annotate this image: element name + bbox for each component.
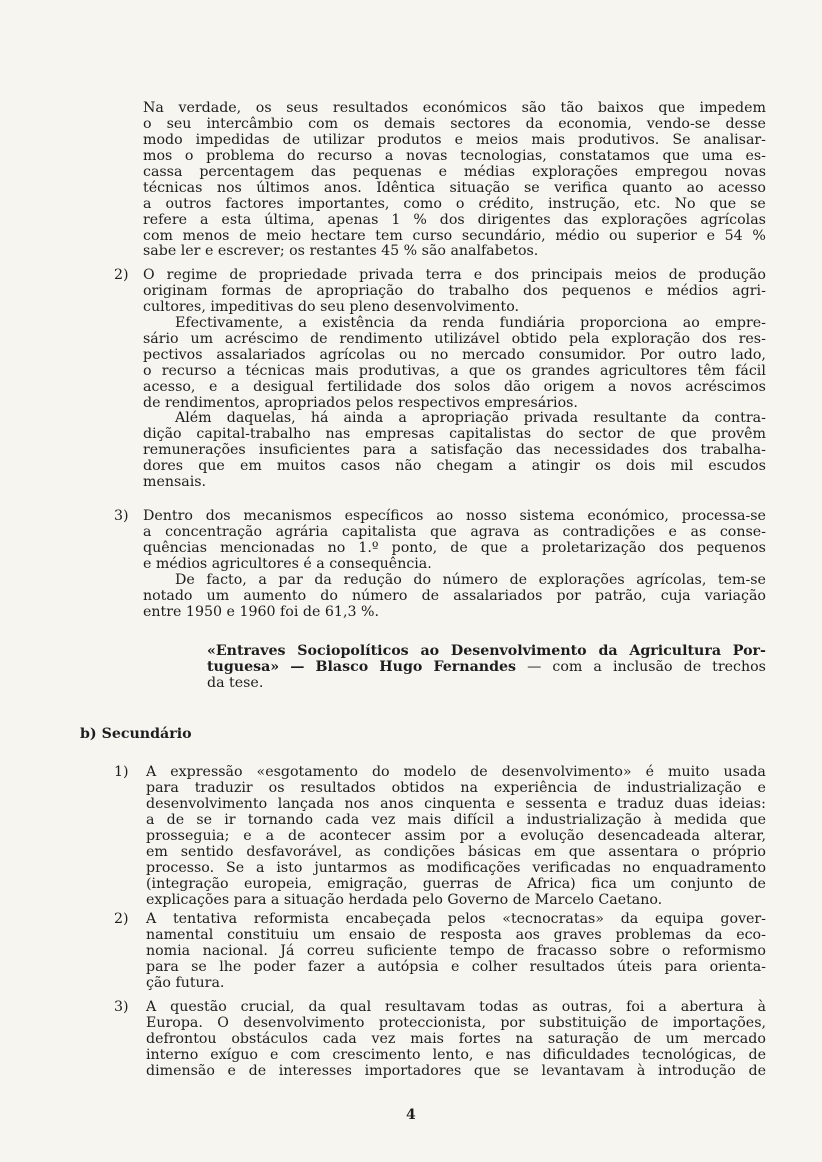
text-line: entre 1950 e 1960 foi de 61,3 %. (143, 603, 379, 620)
text-line: Europa. O desenvolvimento proteccionista, por substituição de importações, (146, 1014, 766, 1031)
sec-item-1-paragraph (146, 765, 766, 908)
sec-item-1-number: 1) (114, 764, 129, 780)
citation-line-2: tuguesa» — Blasco Hugo Fernandes — com a inclusão de trechos (207, 658, 766, 675)
text-line: técnicas nos últimos anos. Idêntica situação se verifica quanto ao acesso (143, 179, 766, 196)
text-line: notado um aumento do número de assalariados por patrão, cuja variação (143, 587, 766, 604)
text-line: pectivos assalariados agrícolas ou no mercado consumidor. Por outro lado, (143, 346, 766, 363)
text-line: Na verdade, os seus resultados económicos são tão baixos que impedem (143, 100, 766, 116)
text-line: sabe ler e escrever; os restantes 45 % são analfabetos. (143, 243, 539, 260)
text-line: namental constituiu um ensaio de resposta aos graves problemas da eco- (146, 926, 766, 943)
text-line: Efectivamente, a existência da renda fundiária proporciona ao empre- (175, 314, 766, 331)
text-line: A expressão «esgotamento do modelo de desenvolvimento» é muito usada (146, 764, 766, 780)
text-line: desenvolvimento lançada nos anos cinquenta e sessenta e traduz duas ideias: (146, 795, 766, 812)
text-line: acesso, e a desigual fertilidade dos solos dão origem a novos acréscimos (143, 378, 766, 395)
sec-item-3-number: 3) (114, 999, 129, 1015)
text-line: O regime de propriedade privada terra e dos principais meios de produção (143, 267, 766, 283)
text-line: cassa percentagem das pequenas e médias explorações empregou novas (143, 163, 766, 180)
text-line: a outros factores importantes, como o crédito, instrução, etc. No que se (143, 195, 766, 212)
text-line: De facto, a par da redução do número de explorações agrícolas, tem-se (175, 571, 766, 588)
text-line: a de se ir tornando cada vez mais difícil a industrialização à medida que (146, 811, 766, 828)
text-line: defrontou obstáculos cada vez mais fortes na saturação de um mercado (146, 1030, 766, 1047)
text-line: o seu intercâmbio com os demais sectores da economia, vendo-se desse (143, 115, 766, 132)
text-line: A tentativa reformista encabeçada pelos «tecnocratas» da equipa gover- (146, 911, 766, 927)
item-3-number: 3) (114, 508, 129, 524)
text-line: originam formas de apropriação do trabalho dos pequenos e médios agri- (143, 282, 766, 299)
text-line: e médios agricultores é a consequência. (143, 555, 432, 572)
text-line: em sentido desfavorável, as condições básicas em que assentara o próprio (146, 843, 766, 860)
item-2-paragraph (143, 268, 766, 491)
text-line: cultores, impeditivas do seu pleno desenvolvimento. (143, 298, 520, 315)
text-line: Dentro dos mecanismos específicos ao nosso sistema económico, processa-se (143, 508, 766, 524)
text-line: processo. Se a isto juntarmos as modificações verificadas no enquadramento (146, 859, 766, 876)
sec-item-2-number: 2) (114, 911, 129, 927)
intro-paragraph (143, 101, 766, 260)
text-line: dimensão e de interesses importadores que se levantavam à introdução de (146, 1062, 766, 1079)
text-line: refere a esta última, apenas 1 % dos dirigentes das explorações agrícolas (143, 211, 766, 228)
text-line: mos o problema do recurso a novas tecnologias, constatamos que uma es- (143, 147, 766, 164)
text-line: de rendimentos, apropriados pelos respectivos empresários. (143, 394, 578, 411)
text-line: a concentração agrária capitalista que agrava as contradições e as conse- (143, 523, 766, 540)
text-line: (integração europeia, emigração, guerras de Africa) fica um conjunto de (146, 875, 766, 892)
text-line: Além daquelas, há ainda a apropriação privada resultante da contra- (175, 410, 766, 427)
text-line: sário um acréscimo de rendimento utilizável obtido pela exploração dos res- (143, 330, 766, 347)
text-line: o recurso a técnicas mais produtivas, a que os grandes agricultores têm fácil (143, 362, 766, 379)
citation (207, 644, 766, 692)
sec-item-3-paragraph (146, 1000, 766, 1080)
citation-line-1: «Entraves Sociopolíticos ao Desenvolvimento da Agricultura Por- (207, 643, 766, 659)
text-line: A questão crucial, da qual resultavam todas as outras, foi a abertura à (146, 999, 766, 1015)
text-line: para traduzir os resultados obtidos na experiência de industrialização e (146, 779, 766, 796)
text-line: explicações para a situação herdada pelo Governo de Marcelo Caetano. (146, 891, 663, 908)
text-line: quências mencionadas no 1.º ponto, de que a proletarização dos pequenos (143, 539, 766, 556)
section-heading: b) Secundário (80, 726, 192, 742)
text-line: mensais. (143, 474, 207, 491)
text-line: modo impedidas de utilizar produtos e meios mais produtivos. Se analisar- (143, 131, 766, 148)
text-line: dores que em muitos casos não chegam a atingir os dois mil escudos (143, 458, 766, 475)
text-line: nomia nacional. Já correu suficiente tempo de fracasso sobre o reformismo (146, 942, 766, 959)
text-line: ção futura. (146, 974, 225, 991)
text-line: remunerações insuficientes para a satisfação das necessidades dos trabalha- (143, 442, 766, 459)
sec-item-2-paragraph (146, 912, 766, 992)
page-number: 4 (406, 1107, 416, 1123)
item-2-number: 2) (114, 267, 129, 283)
citation-line-3: da tese. (207, 674, 264, 691)
text-line: dição capital-trabalho nas empresas capitalistas do sector de que provêm (143, 426, 766, 443)
text-line: interno exíguo e com crescimento lento, e nas dificuldades tecnológicas, de (146, 1046, 766, 1063)
item-3-paragraph (143, 509, 766, 621)
text-line: com menos de meio hectare tem curso secundário, médio ou superior e 54 % (143, 227, 766, 244)
text-line: prosseguia; e a de acontecer assim por a evolução desencadeada alterar, (146, 827, 766, 844)
text-line: para se lhe poder fazer a autópsia e colher resultados úteis para orienta- (146, 958, 766, 975)
